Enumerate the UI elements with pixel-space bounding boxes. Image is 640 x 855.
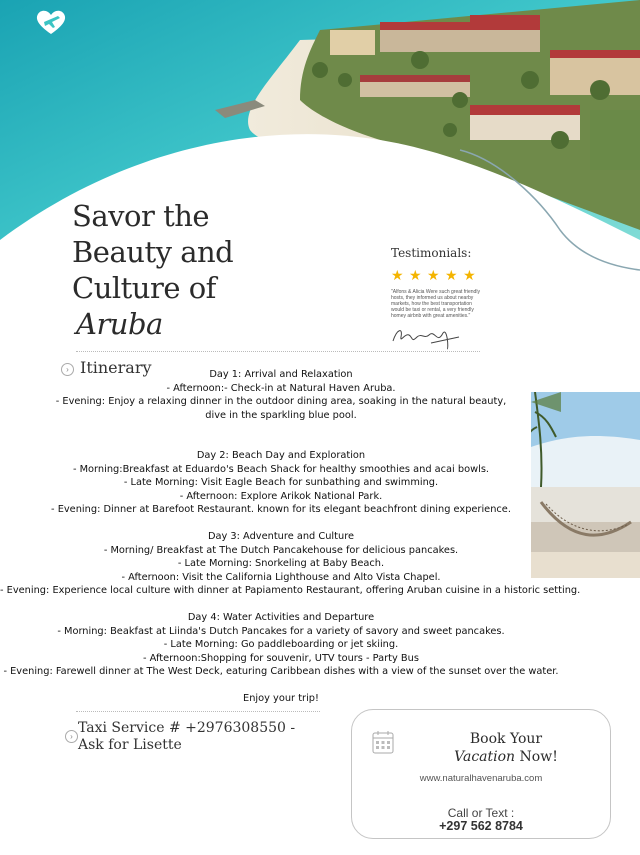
title-line-3: Culture of [72,271,216,305]
call-label: Call or Text : [447,806,515,820]
testimonials-panel [391,246,491,356]
itinerary-line: Day 3: Adventure and Culture [207,531,355,542]
itinerary-spacer [0,598,562,612]
booking-title-line-1: Book Your [469,731,543,747]
itinerary-line: - Afternoon:- Check-in at Natural Haven Aruba. [166,382,396,394]
taxi-line-1: Taxi Service # +2976308550 - [78,720,296,736]
title-line-2: Beauty and [72,235,234,269]
heart-airplane-icon [34,8,68,36]
itinerary-line: - Late Morning: Visit Eagle Beach for sunbathing and swimming. [123,477,439,488]
star-icon: ★ [463,267,476,283]
taxi-line-2: Ask for Lisette [78,737,182,753]
section-divider [76,351,480,352]
itinerary-spacer [0,436,562,450]
signature-image [391,323,461,351]
star-icon: ★ [409,267,422,283]
itinerary-heading: Itinerary [80,358,152,377]
star-icon: ★ [445,267,458,283]
itinerary-spacer [0,422,562,436]
itinerary-line: - Evening: Experience local culture with dinner at Papiamento Restaurant, offering Aruban cuisine in a historic setting. [0,585,581,596]
booking-title-rest: Now! [515,749,558,765]
itinerary-line: - Evening: Enjoy a relaxing dinner in the outdoor dining area, soaking in the natural beauty, [55,396,507,407]
itinerary-line: Day 1: Arrival and Relaxation [209,369,353,380]
page-title [72,198,233,342]
booking-card [351,709,611,839]
itinerary-line: Day 4: Water Activities and Departure [187,612,375,623]
itinerary-line: - Afternoon: Visit the California Lighthouse and Alto Vista Chapel. [121,571,441,583]
itinerary-text [0,368,581,706]
itinerary-line: Day 2: Beach Day and Exploration [196,450,366,461]
itinerary-line: Enjoy your trip! [243,693,319,704]
itinerary-line: - Afternoon:Shopping for souvenir, UTV tours - Party Bus [143,652,419,664]
star-icon: ★ [427,267,440,283]
title-line-1: Savor the [72,199,210,233]
itinerary-line: - Evening: Farewell dinner at The West Deck, eaturing Caribbean dishes with a view of the sunset over the water. [3,666,559,677]
testimonials-heading: Testimonials: [391,246,472,260]
itinerary-spacer [0,679,562,693]
itinerary-line: - Evening: Dinner at Barefoot Restaurant. known for its elegant beachfront dining experience. [51,504,511,515]
star-rating [391,267,491,285]
itinerary-line: - Late Morning: Snorkeling at Baby Beach. [177,558,385,569]
arrow-circle-icon: › [65,730,78,743]
itinerary-line: - Morning:Breakfast at Eduardo's Beach Shack for healthy smoothies and acai bowls. [72,463,490,475]
taxi-service-info [78,720,308,754]
website-link[interactable]: www.naturalhavenaruba.com [419,773,543,784]
star-icon: ★ [391,267,404,283]
booking-title-italic: Vacation [454,749,516,765]
itinerary-line: - Morning/ Breakfast at The Dutch Pancakehouse for delicious pancakes. [103,544,459,556]
phone-number[interactable]: +297 562 8784 [439,819,523,833]
title-line-4: Aruba [76,307,163,341]
itinerary-line: - Late Morning: Go paddleboarding or jet skiing. [163,639,399,650]
itinerary-line: dive in the sparkling blue pool. [205,409,357,421]
itinerary-line: - Morning: Beakfast at Liinda's Dutch Pancakes for a variety of savory and sweet pancakes. [57,625,505,637]
arrow-circle-icon: › [61,363,74,376]
testimonial-quote: "Alfons & Alicia Were such great friendly hosts, they informed us about nearby markets, how the best transportation would be taxi or rental, a very friendly homey airbnb with great amenities." [391,289,480,319]
booking-title [352,730,610,766]
side-photos [531,392,640,578]
itinerary-line: - Afternoon: Explore Arikok National Park. [179,490,383,502]
taxi-divider [76,711,320,712]
itinerary-spacer [0,517,562,531]
